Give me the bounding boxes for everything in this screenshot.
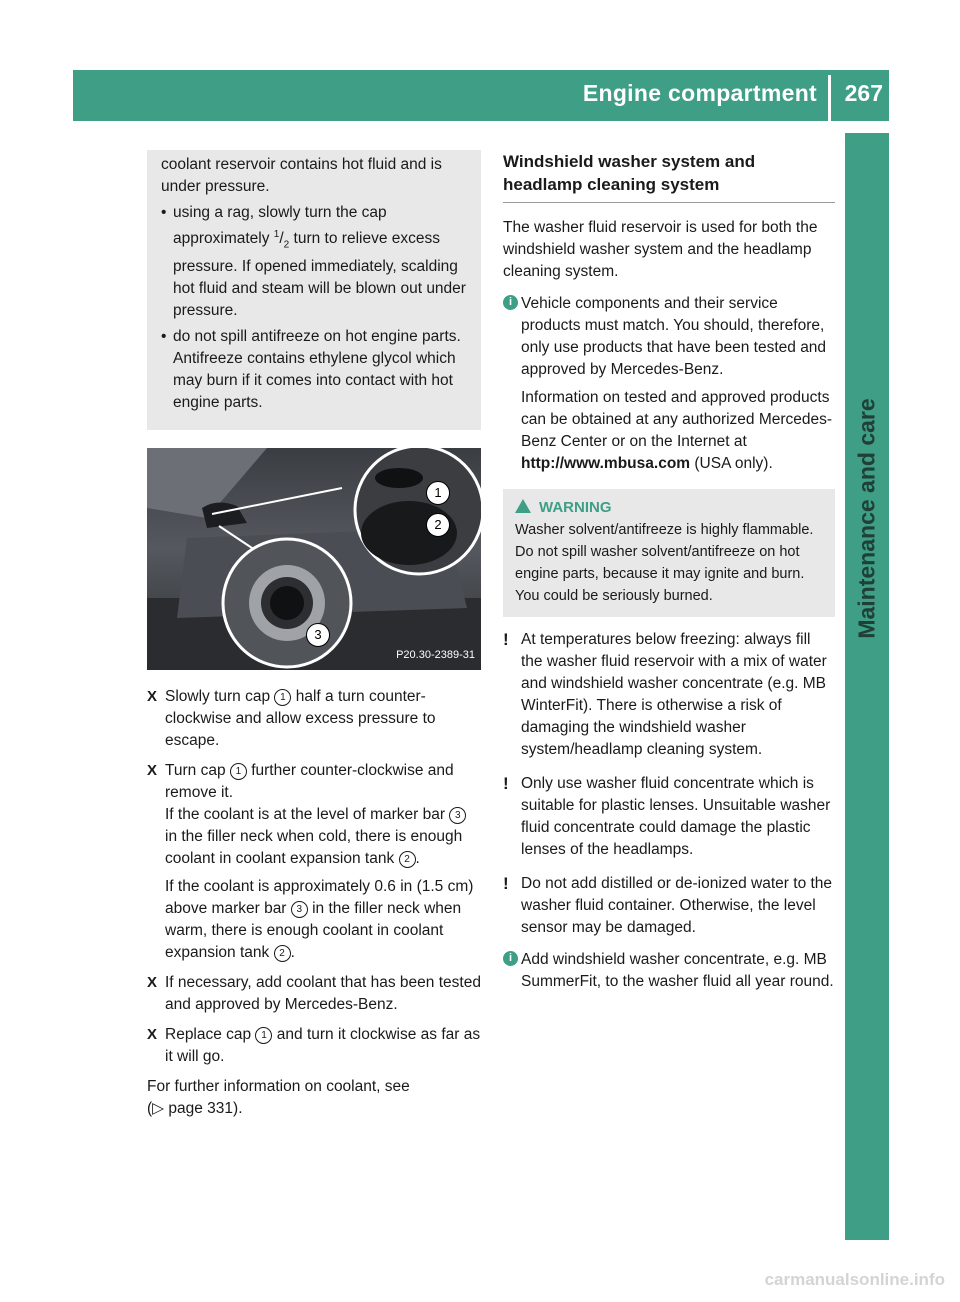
warning-continuation-text: coolant reservoir contains hot fluid and is under pressure. [161,156,442,195]
warning-bullet-1 [161,202,467,322]
callout-2-badge: 2 [426,513,450,537]
note-3-text: Do not add distilled or de-ionized water to the washer fluid container. Otherwise, the level sensor may be damaged. [521,875,833,936]
step-marker-icon: X [147,762,158,780]
callout-3-ref: 3 [291,901,308,918]
callout-1-ref: 1 [255,1027,272,1044]
step-2-text-b: further counter-clockwise and remove it. [165,762,454,802]
info-2-text: Add windshield washer concentrate, e.g. MB SummerFit, to the washer fluid all year round. [521,951,834,990]
right-column [503,150,835,993]
section-side-tab-label: Maintenance and care [853,397,880,639]
note-1-text: At temperatures below freezing: always fill the washer fluid reservoir with a mix of water and windshield washer concentrate (e.g. MB WinterFit). There is otherwise a risk of damaging the windshield washer system/headlamp cleaning system. [521,631,827,758]
page-reference-link[interactable]: (▷ page 331). [147,1100,243,1118]
intro-paragraph: The washer fluid reservoir is used for both the windshield washer system and the headlamp cleaning system. [503,219,818,280]
step-3 [147,972,481,1016]
step-4-text-a: Replace cap [165,1026,256,1044]
caution-icon: ! [503,630,509,649]
further-info-text: For further information on coolant, see [147,1078,410,1096]
warning-text: Washer solvent/antifreeze is highly flammable. Do not spill washer solvent/antifreeze on hot engine parts, because it may ignite and burn. You could be seriously burned. [515,522,814,604]
callout-1-ref: 1 [230,763,247,780]
step-4 [147,1024,481,1068]
photo-reference-label: P20.30-2389-31 [396,649,475,662]
step-2-p2-end: . [290,944,295,962]
step-2-paragraph-2 [165,876,481,964]
left-column [147,150,481,1120]
info-icon: i [503,295,518,310]
step-3-text: If necessary, add coolant that has been tested and approved by Mercedes-Benz. [165,974,481,1014]
info-block-2 [503,949,835,993]
step-1-text-a: Slowly turn cap [165,688,275,706]
caution-icon: ! [503,874,509,893]
step-2 [147,760,481,964]
page-title: Engine compartment [582,80,817,106]
step-marker-icon: X [147,974,158,992]
bullet-1-text-a: using a rag, slowly turn the cap approximately [173,204,387,248]
fraction-denominator: 2 [283,239,290,251]
step-4-text-b: and turn it clockwise as far as it will go. [165,1026,481,1066]
step-1 [147,686,481,752]
warning-bullet-2: • do not spill antifreeze on hot engine parts. Antifreeze contains ethylene glycol which may burn if it comes into contact with hot engine parts. [161,326,467,414]
footer-watermark: carmanualsonline.info [764,1270,945,1289]
note-2 [503,773,835,861]
callout-3-badge: 3 [306,623,330,647]
warning-box [503,489,835,617]
page-number: 267 [844,80,883,106]
warning-title: WARNING [539,499,612,516]
step-2-p2-text-b: in the filler neck when warm, there is enough coolant in coolant expansion tank [165,900,462,962]
warning-heading [515,497,823,519]
section-heading: Windshield washer system and headlamp cleaning system [503,150,835,203]
mbusa-link[interactable]: http://www.mbusa.com [521,455,691,472]
section-side-tab-label-wrap [845,133,889,903]
info-1-text-b: Information on tested and approved products can be obtained at any authorized Mercedes-Benz Center or on the Internet at [521,389,833,450]
step-marker-icon: X [147,1026,158,1044]
further-info [147,1076,481,1120]
note-3 [503,873,835,939]
caution-icon: ! [503,774,509,793]
step-2-text-a: Turn cap [165,762,230,780]
callout-1-badge: 1 [426,481,450,505]
callout-3-ref: 3 [449,807,466,824]
info-block-1 [503,293,835,475]
step-2-p1-text-a: If the coolant is at the level of marker bar [165,806,450,824]
note-2-text: Only use washer fluid concentrate which is suitable for plastic lenses. Unsuitable washer fluid concentrate could damage the plastic lenses of the headlamps. [521,775,831,858]
warning-triangle-icon [515,499,531,513]
fraction-numerator: 1 [273,229,280,240]
page-header [73,70,889,121]
info-1-text-a: Vehicle components and their service products must match. You should, therefore, only use products that have been tested and approved by Mercedes-Benz. [521,295,827,378]
step-2-p1-end: . [415,850,420,868]
callout-2-ref: 2 [399,851,416,868]
info-icon: i [503,951,518,966]
step-2-paragraph-1 [165,804,481,870]
step-marker-icon: X [147,688,158,706]
callout-1-ref: 1 [274,689,291,706]
step-1-text-b: half a turn counter-clockwise and allow excess pressure to escape. [165,688,436,750]
header-divider [828,75,831,121]
note-1 [503,629,835,761]
callout-2-ref: 2 [274,945,291,962]
info-1-text-c: (USA only). [690,455,773,472]
step-2-p2-text-a: If the coolant is approximately 0.6 in (1.5 cm) above marker bar [165,878,474,918]
step-2-p1-text-b: in the filler neck when cold, there is enough coolant in coolant expansion tank [165,828,463,868]
engine-coolant-photo [147,448,481,670]
warning-continuation-box [147,150,481,430]
bullet-1-text-b: turn to relieve excess pressure. If opened immediately, scalding hot fluid and steam will be blown out under pressure. [173,230,466,320]
info-1-text-b-wrap [521,387,835,475]
fraction-slash: / [279,230,284,248]
